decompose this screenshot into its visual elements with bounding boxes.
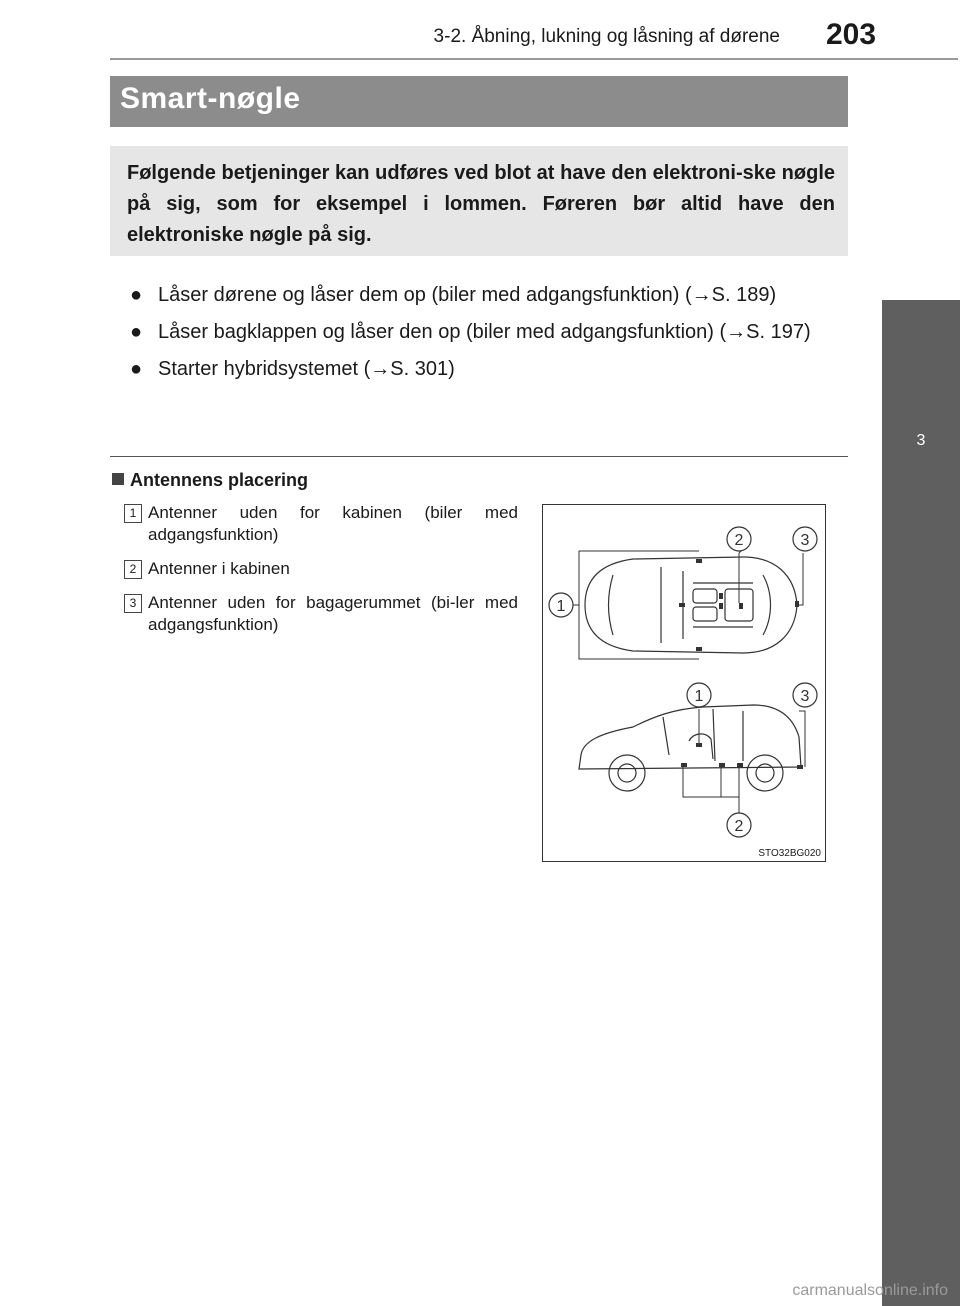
legend-text: Antenner i kabinen	[148, 559, 290, 578]
watermark: carmanualsonline.info	[792, 1282, 948, 1299]
legend-text: Antenner uden for kabinen (biler med adgangsfunktion)	[148, 503, 518, 544]
bullet-list	[130, 280, 842, 391]
callout-label: 1	[694, 688, 704, 705]
bullet-text: Starter hybridsystemet (→S. 301)	[158, 358, 455, 380]
intro-box	[110, 146, 848, 256]
antenna-location-diagram	[542, 504, 826, 862]
legend-item	[124, 592, 518, 636]
bullet-item	[130, 317, 842, 348]
legend-text: Antenner uden for bagagerummet (bi-ler med adgangsfunktion)	[148, 593, 518, 634]
subsection-heading	[112, 470, 308, 491]
page-header	[0, 0, 960, 60]
chapter-side-tab	[882, 300, 960, 1306]
legend-number-badge: 1	[124, 504, 142, 523]
bullet-dot-icon: ●	[130, 284, 143, 306]
square-bullet-icon	[112, 473, 124, 485]
chapter-number: 3	[916, 432, 926, 449]
bullet-text: Låser bagklappen og låser den op (biler med adgangsfunktion) (→S. 197)	[158, 321, 811, 343]
legend-item	[124, 502, 518, 546]
page-number: 203	[826, 18, 877, 51]
legend-number-badge: 2	[124, 560, 142, 579]
car-antenna-illustration	[543, 505, 825, 861]
car-top-view	[585, 557, 797, 653]
legend-item	[124, 558, 518, 580]
legend-number-badge: 3	[124, 594, 142, 613]
section-title-bar	[110, 76, 848, 127]
bullet-item	[130, 280, 842, 311]
header-section-title: 3-2. Åbning, lukning og låsning af dørene	[433, 26, 780, 47]
diagram-legend	[124, 502, 518, 648]
header-divider	[110, 58, 958, 60]
callout-label: 3	[800, 688, 810, 705]
subsection-heading-text: Antennens placering	[130, 470, 309, 490]
antenna-markers-side	[681, 743, 803, 769]
callout-label: 2	[734, 818, 744, 835]
callout-label: 3	[800, 532, 810, 549]
car-side-view	[579, 705, 801, 791]
callout-label: 2	[734, 532, 744, 549]
section-title: Smart-nøgle	[120, 82, 301, 115]
callout-label: 1	[556, 598, 566, 615]
section-divider	[110, 456, 848, 457]
bullet-dot-icon: ●	[130, 358, 143, 380]
diagram-code: STO32BG020	[758, 848, 821, 859]
bullet-text: Låser dørene og låser dem op (biler med adgangsfunktion) (→S. 189)	[158, 284, 777, 306]
bullet-dot-icon: ●	[130, 321, 143, 343]
callout-lines-side	[683, 709, 805, 815]
bullet-item	[130, 354, 842, 385]
intro-text: Følgende betjeninger kan udføres ved blot at have den elektroni-ske nøgle på sig, som for eksempel i lommen. Føreren bør altid have den elektroniske nøgle på sig.	[127, 162, 835, 246]
